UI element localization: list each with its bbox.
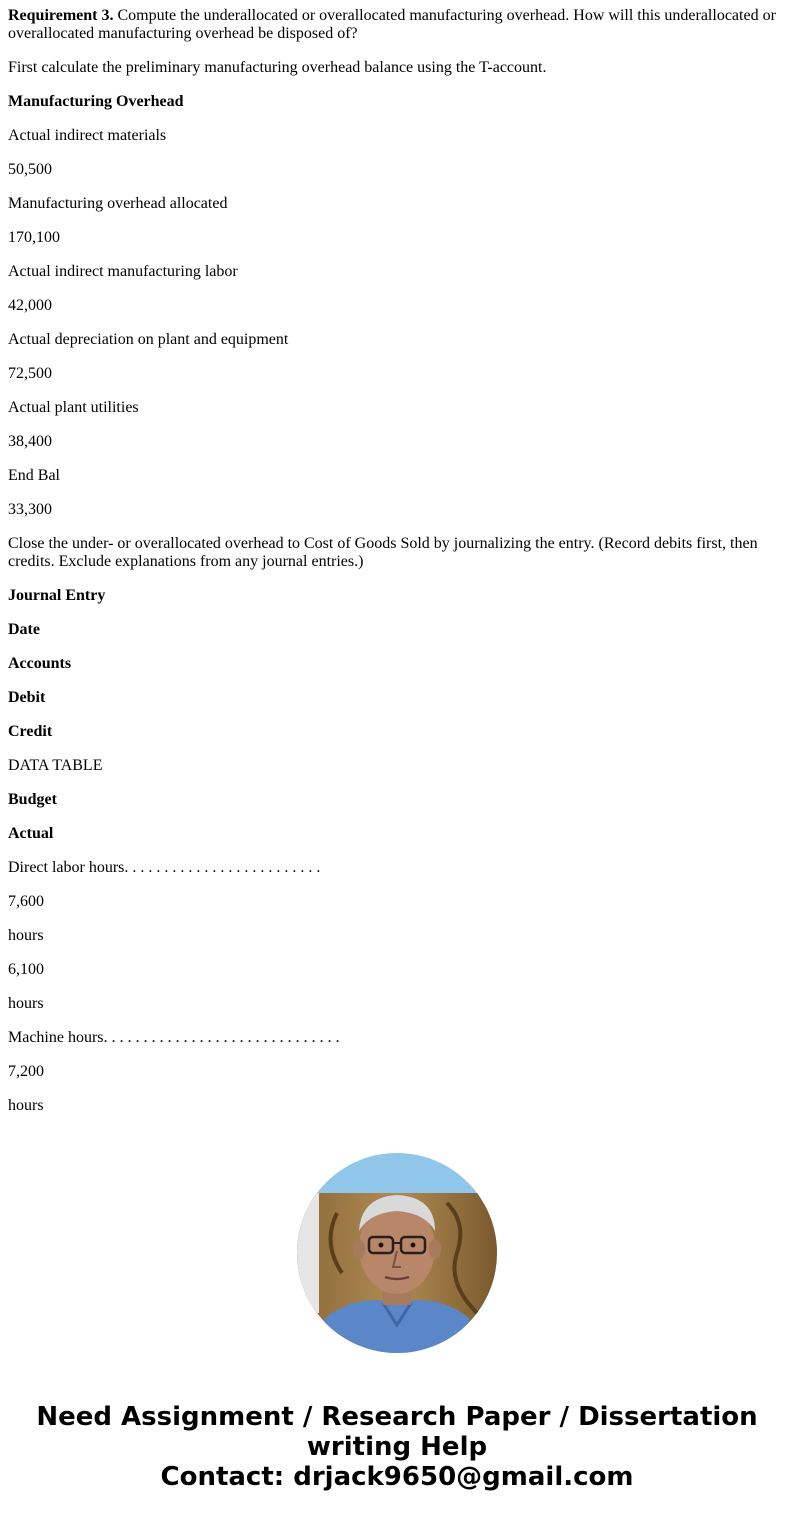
data-table-line: Machine hours. . . . . . . . . . . . . . . . . . . . . . . . . . . . . . [8,1029,340,1046]
t-account-line: 72,500 [8,365,52,382]
data-table-header-budget: Budget [8,791,57,808]
t-account-line: 33,300 [8,501,52,518]
requirement-label: Requirement 3. [8,7,114,24]
journal-header-credit: Credit [8,723,53,740]
t-account-line: 170,100 [8,229,60,246]
data-table-line: 7,200 [8,1063,44,1080]
t-account-line: End Bal [8,467,60,484]
data-table-title: DATA TABLE [8,757,103,774]
requirement-text: Compute the underallocated or overallocated manufacturing overhead. How will this underallocated or overallocated manufacturing overhead be disposed of? [8,7,776,42]
t-account-line: Actual indirect manufacturing labor [8,263,238,280]
author-avatar [297,1153,497,1353]
data-table-line: hours [8,927,44,944]
t-account-line: 42,000 [8,297,52,314]
instruction-t-account: First calculate the preliminary manufacturing overhead balance using the T-account. [8,59,547,76]
t-account-line: Actual plant utilities [8,399,139,416]
journal-title: Journal Entry [8,587,106,604]
journal-header-accounts: Accounts [8,655,72,672]
t-account-line: Actual depreciation on plant and equipment [8,331,289,348]
promo-line-1: Need Assignment / Research Paper / Dissertation [36,1402,758,1432]
data-table-header-actual: Actual [8,825,54,842]
promo-footer [0,1402,794,1492]
data-table-line: 6,100 [8,961,44,978]
journal-header-debit: Debit [8,689,46,706]
author-portrait-image [297,1153,497,1353]
requirement-paragraph [8,7,786,43]
journal-header-date: Date [8,621,40,638]
t-account-title: Manufacturing Overhead [8,93,184,110]
t-account-line: 38,400 [8,433,52,450]
instruction-journal: Close the under- or overallocated overhead to Cost of Goods Sold by journalizing the entry. (Record debits first, then credits. Exclude explanations from any journal entries.) [8,535,758,570]
t-account-line: 50,500 [8,161,52,178]
promo-line-2: writing Help [306,1432,488,1462]
data-table-line: hours [8,995,44,1012]
data-table-line: Direct labor hours. . . . . . . . . . . . . . . . . . . . . . . . . [8,859,321,876]
data-table-line: hours [8,1097,44,1114]
t-account-line: Manufacturing overhead allocated [8,195,228,212]
promo-contact: Contact: drjack9650@gmail.com [160,1462,634,1492]
t-account-line: Actual indirect materials [8,127,167,144]
data-table-line: 7,600 [8,893,44,910]
